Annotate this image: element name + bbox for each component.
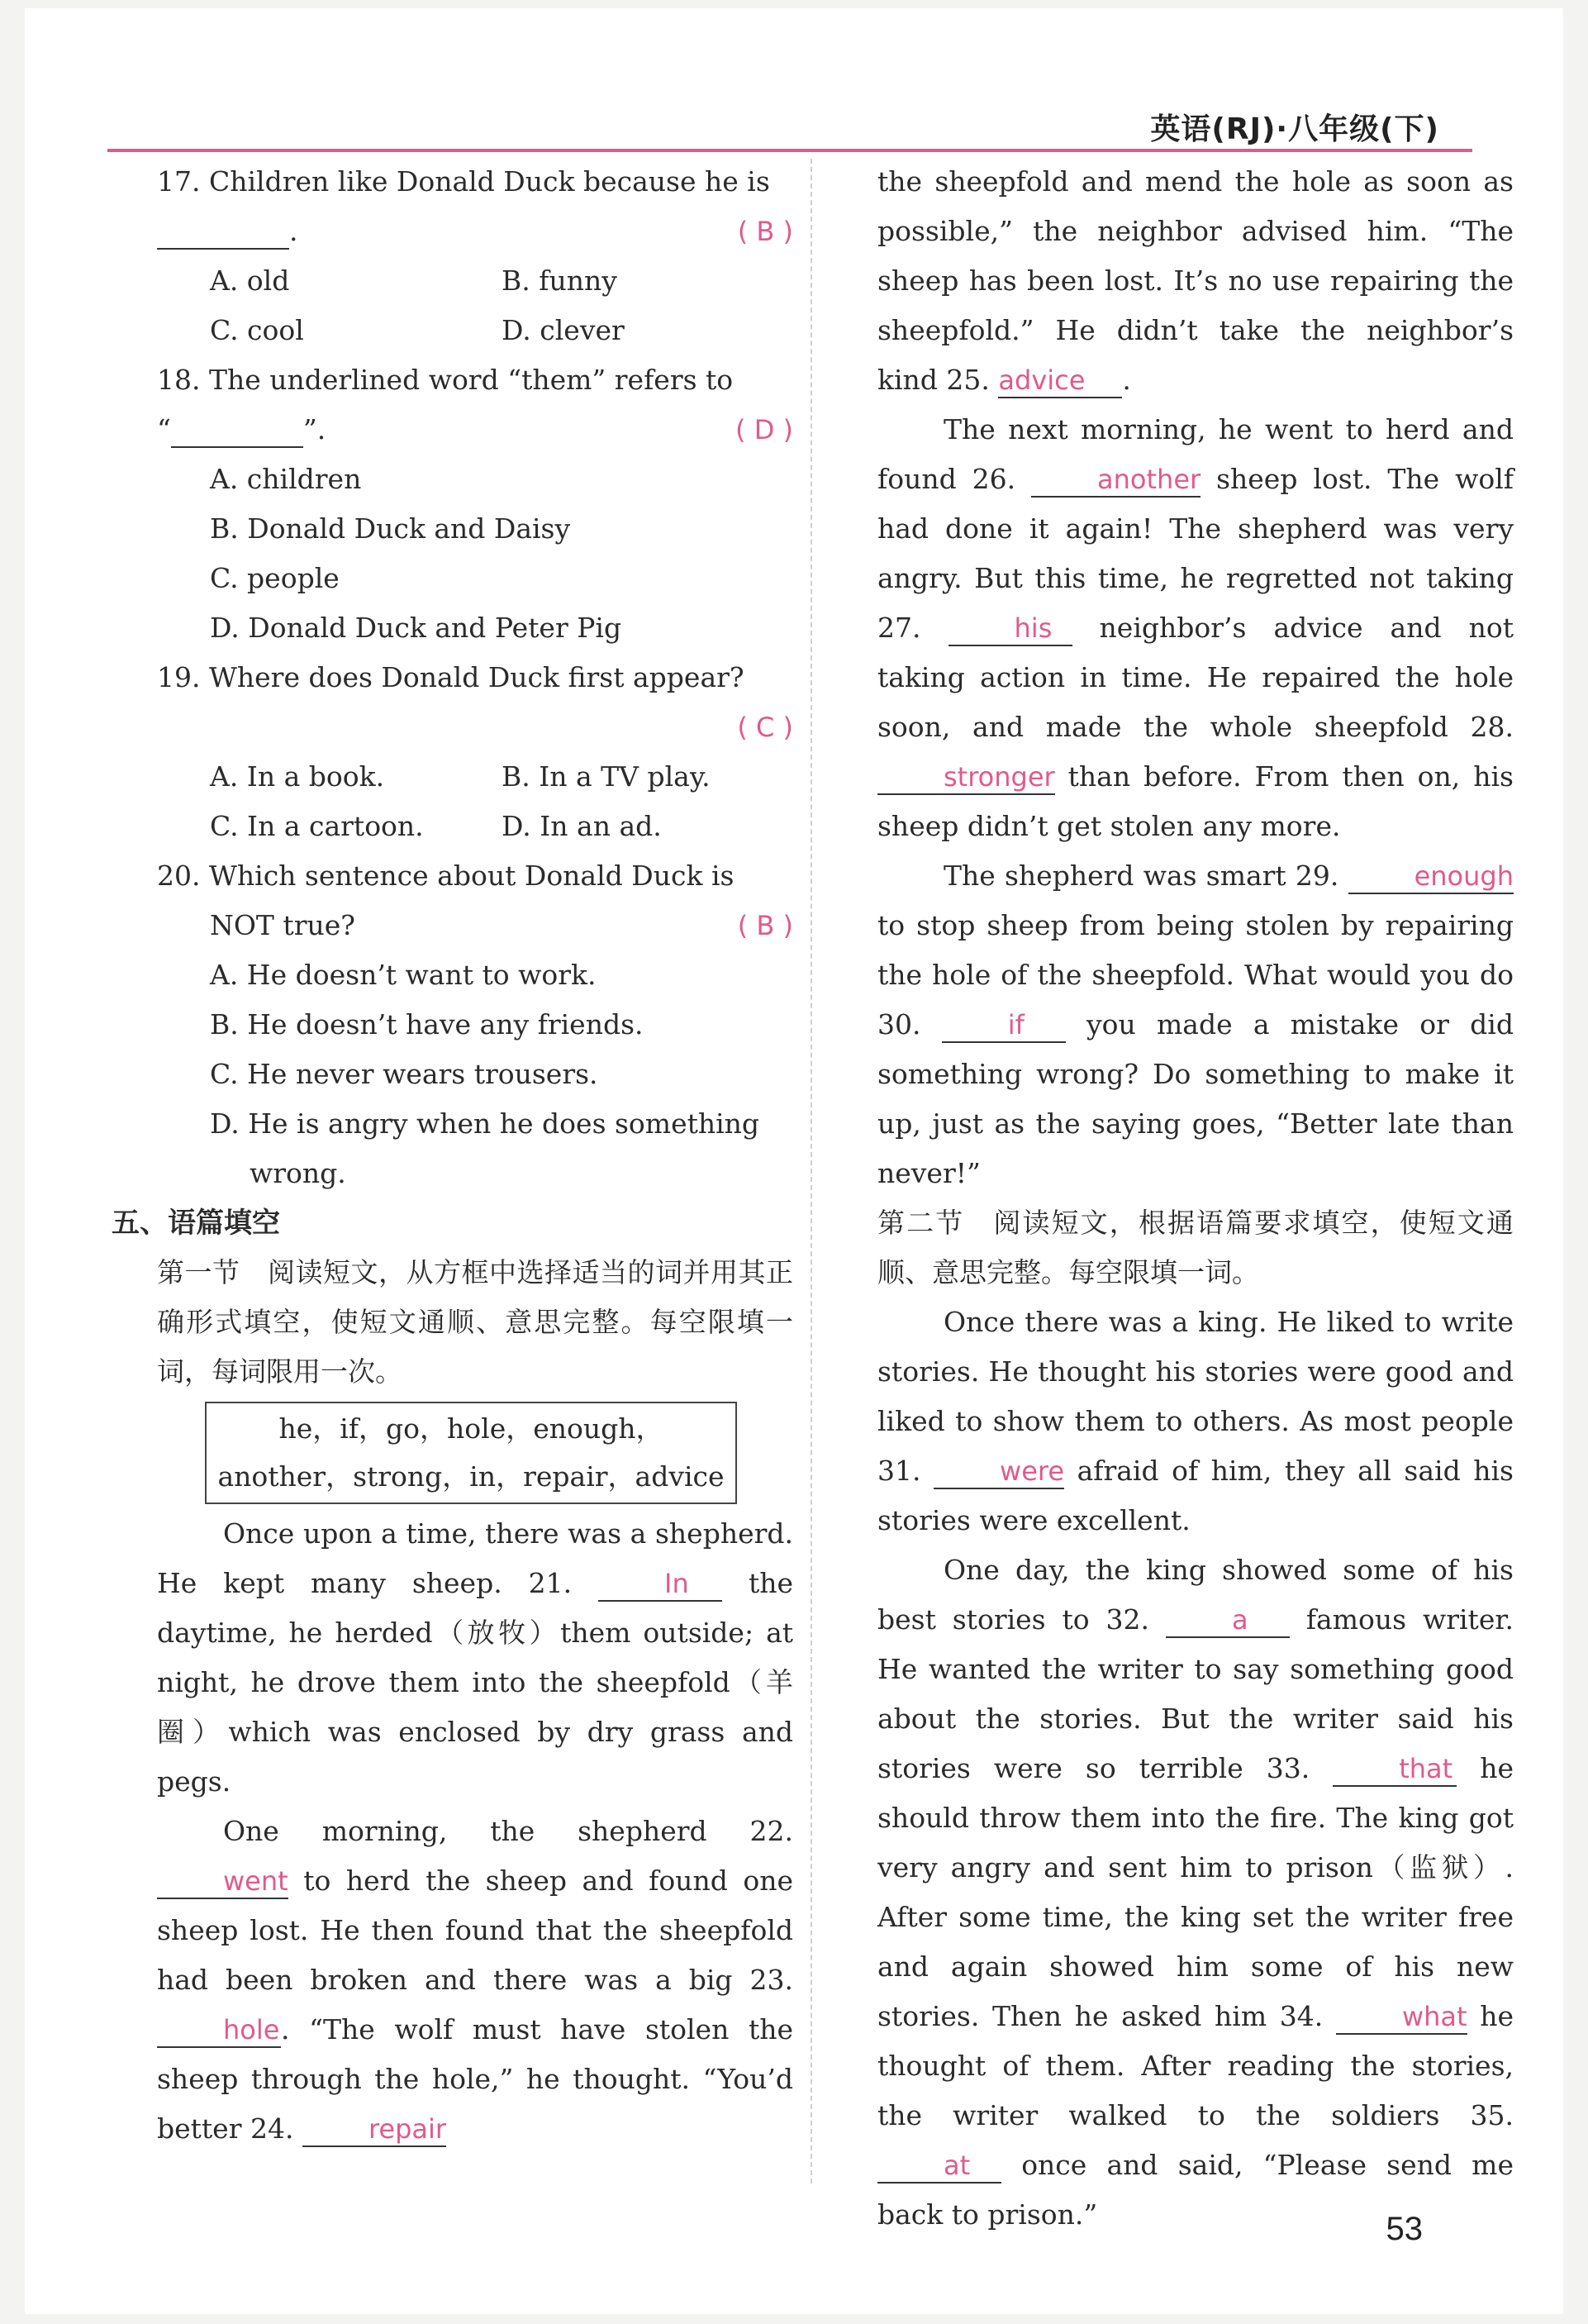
q18-option-d: D. Donald Duck and Peter Pig [210,612,622,644]
blank-27: his [949,612,1072,646]
q20-option-d-cont: wrong. [250,1157,346,1189]
header-rule [107,149,1472,152]
q19-option-b: B. In a TV play. [502,760,711,793]
header-title: 英语(RJ)·八年级(下) [1150,112,1439,146]
q20-answer: ( B ) [737,910,793,941]
q17-answer: ( B ) [737,216,793,247]
q17-stem: 17. Children like Donald Duck because he is [157,165,770,198]
blank-22: went [157,1864,288,1899]
word-box-line1: he，if，go，hole，enough， [278,1412,663,1445]
passage1-paragraph4: The shepherd was smart 29. enough to stop sheep from being stolen by repairing the hole of the sheepfold. What would you do 30. if you made a mistake or did something wrong? Do something to make it up, just as the saying goes, “Better late than never!” [877,860,1514,1189]
blank-33: that [1333,1752,1457,1787]
word-box-line2: another，strong，in，repair，advice [217,1460,725,1493]
blank-21: In [598,1567,722,1602]
q19-options-ab [157,752,793,802]
q18-blank [171,413,303,448]
q20-option-d: D. He is angry when he does something [210,1107,760,1140]
q18-line2: “ ”. ( D ) [157,405,793,455]
q18-stem: 18. The underlined word “them” refers to [157,364,734,396]
workbook-page [25,8,1563,2314]
q20-stem: 20. Which sentence about Donald Duck is [157,860,735,892]
q19-answer-line [157,702,793,752]
column-divider [811,159,812,2184]
section-heading: 五、语篇填空 [112,1207,280,1240]
blank-34: what [1336,2000,1467,2035]
word-box [205,1402,737,1504]
q19-option-d: D. In an ad. [502,810,662,842]
q20-option-b: B. He doesn’t have any friends. [210,1008,644,1041]
q20-option-c: C. He never wears trousers. [210,1058,598,1090]
q19-answer: ( C ) [737,712,793,743]
part1-instructions: 第一节 阅读短文，从方框中选择适当的词并用其正确形式填空，使短文通顺、意思完整。每空限填一词，每词限用一次。 [157,1256,793,1388]
blank-29: enough [1348,860,1514,894]
q17-option-d: D. clever [502,314,625,346]
part2-instructions: 第二节 阅读短文，根据语篇要求填空，使短文通顺、意思完整。每空限填一词。 [877,1207,1514,1288]
q17-blank [157,215,289,250]
passage2-paragraph1: Once there was a king. He liked to write stories. He thought his stories were good and liked to show them to others. As most people 31. were afraid of him, they all said his stories were excellent. [877,1306,1514,1536]
right-column [877,157,1514,2240]
q19-options-cd [157,802,793,851]
q18-option-a: A. children [210,463,362,495]
q17-option-a: A. old [210,264,290,297]
q17-option-c: C. cool [210,314,304,346]
passage1-paragraph2: One morning, the shepherd 22. went to herd the sheep and found one sheep lost. He then found that the sheepfold had been broken and there was a big 23. hole. “The wolf must have stolen the sheep through the hole,” he thought. “You’d better 24. repair [157,1807,793,2154]
blank-26: another [1031,463,1201,498]
blank-23: hole [157,2013,281,2048]
blank-31: were [934,1455,1064,1489]
q20-option-a: A. He doesn’t want to work. [210,959,597,991]
passage1-paragraph3: The next morning, he went to herd and found 26. another sheep lost. The wolf had done it again! The shepherd was very angry. But this time, he regretted not taking 27. his neighbor’s advice and not taking action in time. He repaired the hole soon, and made the whole sheepfold 28. stronger than before. From then on, his sheep didn’t get stolen any more. [877,413,1514,842]
q17-options-ab [157,256,793,306]
blank-25: advice [998,364,1122,398]
q19-stem: 19. Where does Donald Duck first appear? [157,661,744,693]
page-number: 53 [1386,2211,1423,2247]
q17-options-cd [157,306,793,355]
q18-option-c: C. people [210,562,340,594]
left-column [112,157,793,2154]
blank-24: repair [302,2112,446,2147]
q20-line2: NOT true? ( B ) [157,901,793,950]
blank-30: if [942,1008,1066,1043]
q18-option-b: B. Donald Duck and Daisy [210,512,571,545]
q18-answer: ( D ) [735,414,793,445]
blank-35: at [877,2149,1001,2184]
blank-28: stronger [877,760,1055,795]
q17-line2: . ( B ) [157,207,793,256]
q19-option-c: C. In a cartoon. [210,810,424,842]
q17-option-b: B. funny [502,264,617,297]
blank-32: a [1166,1603,1290,1638]
passage1-paragraph1: Once upon a time, there was a shepherd. He kept many sheep. 21. In the daytime, he herded（放牧）them outside; at night, he drove them into the sheepfold（羊圈）which was enclosed by dry grass and pegs. [157,1517,793,1798]
passage2-paragraph2: One day, the king showed some of his best stories to 32. a famous writer. He wanted the writer to say something good about the stories. But the writer said his stories were so terrible 33. that he should throw them into the fire. The king got very angry and sent him to prison（监狱）. After some time, the king set the writer free and again showed him some of his new stories. Then he asked him 34. what he thought of them. After reading the stories, the writer walked to the soldiers 35. at once and said, “Please send me back to prison.” [877,1554,1514,2231]
q19-option-a: A. In a book. [210,760,385,793]
passage1-paragraph2-cont: the sheepfold and mend the hole as soon as possible,” the neighbor advised him. “The sheep has been lost. It’s no use repairing the sheepfold.” He didn’t take the neighbor’s kind 25. advice . [877,157,1514,405]
